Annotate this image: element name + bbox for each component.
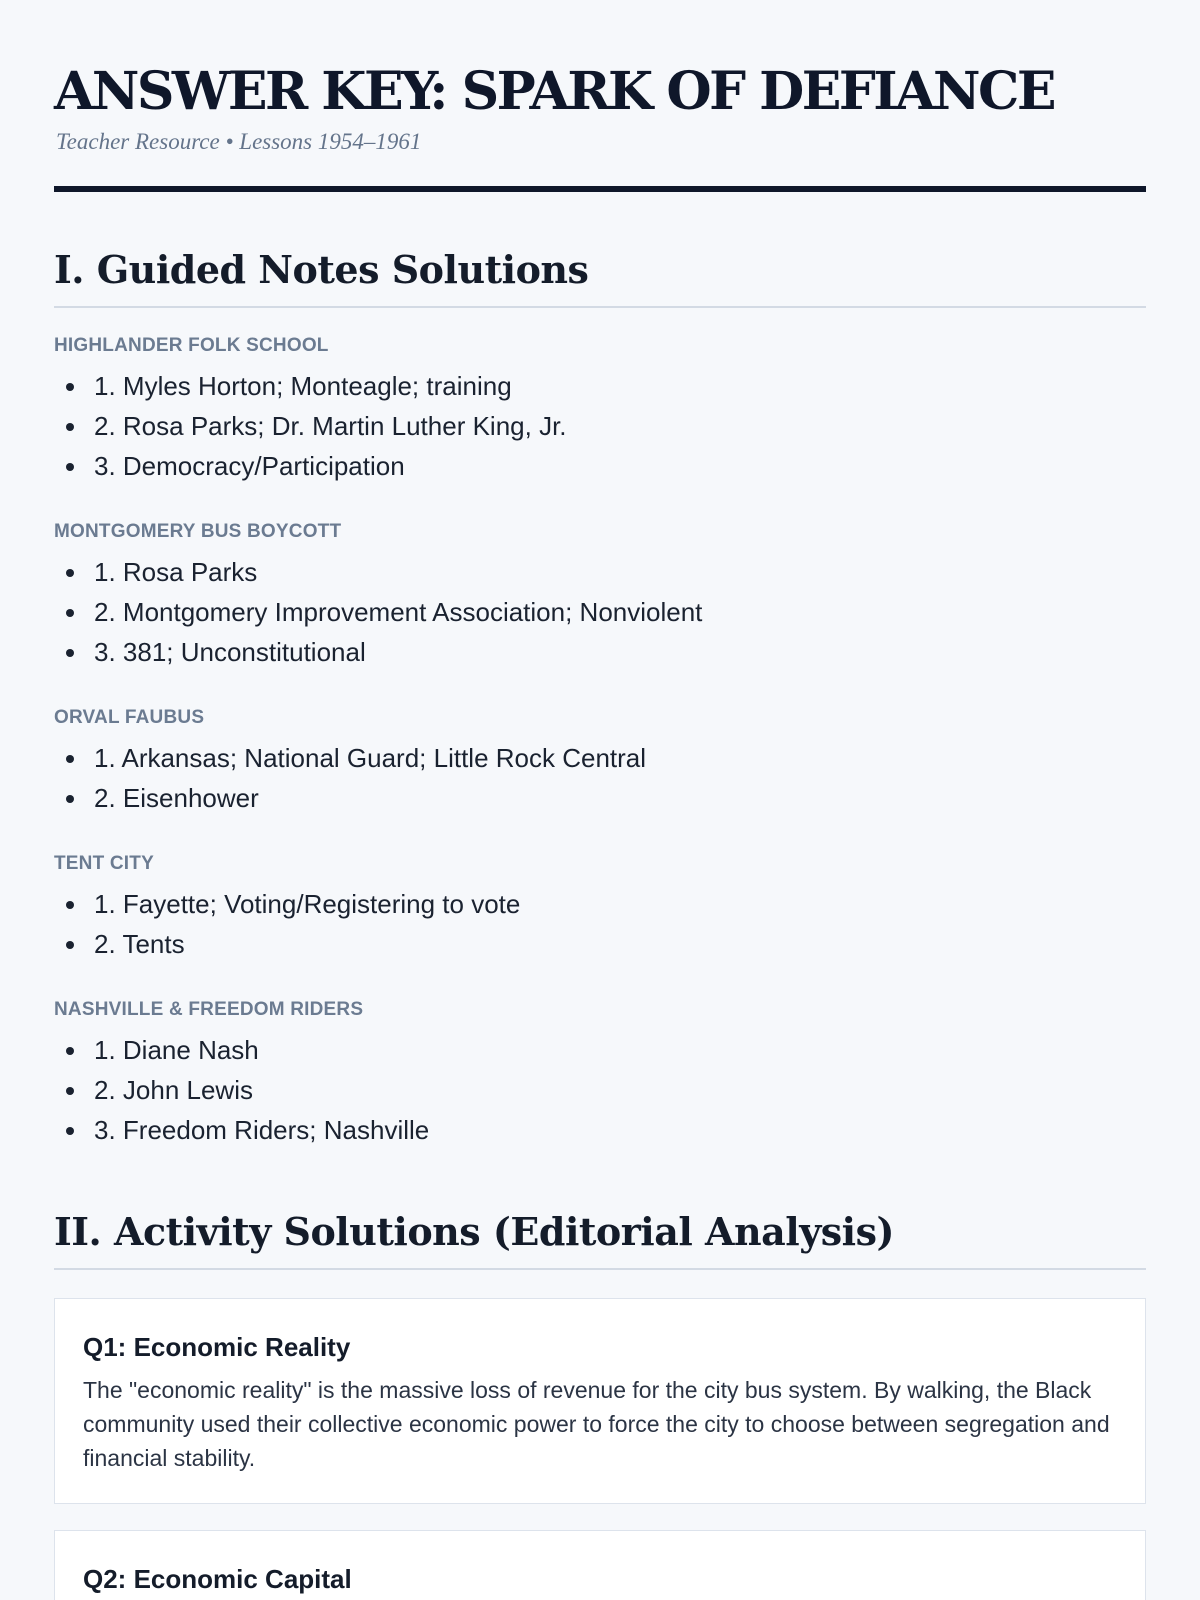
section-heading: I. Guided Notes Solutions <box>54 247 589 292</box>
card-title: Q2: Economic Capital <box>83 1564 352 1594</box>
card-body: The "economic reality" is the massive loss of revenue for the city bus system. By walking, the Black community used their collective economic power to force the city to choose between segregation and financial stability. <box>83 1377 1110 1471</box>
answer-list <box>54 1030 1146 1150</box>
card-title: Q1: Economic Reality <box>83 1332 351 1362</box>
answer-text: 2. John Lewis <box>94 1075 253 1105</box>
answer-list <box>54 552 1146 672</box>
bullet-icon <box>66 795 74 803</box>
page-title: ANSWER KEY: SPARK OF DEFIANCE <box>54 61 1055 122</box>
solution-card <box>54 1298 1146 1504</box>
bullet-icon <box>66 423 74 431</box>
answer-item <box>54 778 1146 818</box>
answer-list <box>54 366 1146 486</box>
answer-text: 2. Eisenhower <box>94 783 259 813</box>
answer-text: 2. Montgomery Improvement Association; Nonviolent <box>94 597 703 627</box>
answer-item <box>54 738 1146 778</box>
section-heading: II. Activity Solutions (Editorial Analysis) <box>54 1209 894 1254</box>
answer-item <box>54 406 1146 446</box>
answer-text: 3. Democracy/Participation <box>94 451 405 481</box>
answer-text: 2. Rosa Parks; Dr. Martin Luther King, Jr. <box>94 411 567 441</box>
group-label: ORVAL FAUBUS <box>54 707 205 728</box>
bullet-icon <box>66 383 74 391</box>
activity-solutions-section <box>54 1208 1146 1600</box>
answer-text: 2. Tents <box>94 929 185 959</box>
bullet-icon <box>66 569 74 577</box>
answer-item <box>54 1070 1146 1110</box>
answer-text: 1. Fayette; Voting/Registering to vote <box>94 889 521 919</box>
answer-text: 1. Diane Nash <box>94 1035 259 1065</box>
bullet-icon <box>66 755 74 763</box>
answer-text: 1. Myles Horton; Monteagle; training <box>94 371 512 401</box>
group-label: MONTGOMERY BUS BOYCOTT <box>54 521 342 542</box>
guided-notes-section <box>54 246 1146 1150</box>
bullet-icon <box>66 941 74 949</box>
answer-text: 3. 381; Unconstitutional <box>94 637 366 667</box>
answer-item <box>54 366 1146 406</box>
notes-group-nashville <box>54 998 1146 1150</box>
section-divider <box>54 1268 1146 1270</box>
answer-item <box>54 1110 1146 1150</box>
bullet-icon <box>66 463 74 471</box>
page-subtitle: Teacher Resource • Lessons 1954–1961 <box>56 129 422 154</box>
answer-item <box>54 924 1146 964</box>
answer-item <box>54 632 1146 672</box>
answer-text: 1. Rosa Parks <box>94 557 258 587</box>
answer-item <box>54 1030 1146 1070</box>
section-divider <box>54 306 1146 308</box>
answer-item <box>54 552 1146 592</box>
bullet-icon <box>66 1087 74 1095</box>
notes-group-faubus <box>54 706 1146 818</box>
document-header <box>54 56 1146 192</box>
bullet-icon <box>66 609 74 617</box>
bullet-icon <box>66 901 74 909</box>
notes-group-tent-city <box>54 852 1146 964</box>
bullet-icon <box>66 649 74 657</box>
notes-group-highlander <box>54 334 1146 486</box>
answer-item <box>54 592 1146 632</box>
bullet-icon <box>66 1047 74 1055</box>
bullet-icon <box>66 1127 74 1135</box>
answer-text: 1. Arkansas; National Guard; Little Rock Central <box>94 743 647 773</box>
answer-list <box>54 884 1146 964</box>
answer-item <box>54 446 1146 486</box>
group-label: HIGHLANDER FOLK SCHOOL <box>54 335 329 356</box>
group-label: TENT CITY <box>54 853 154 874</box>
answer-text: 3. Freedom Riders; Nashville <box>94 1115 430 1145</box>
answer-item <box>54 884 1146 924</box>
header-divider <box>54 186 1146 192</box>
answer-list <box>54 738 1146 818</box>
solution-card <box>54 1530 1146 1600</box>
group-label: NASHVILLE & FREEDOM RIDERS <box>54 999 364 1020</box>
notes-group-montgomery <box>54 520 1146 672</box>
